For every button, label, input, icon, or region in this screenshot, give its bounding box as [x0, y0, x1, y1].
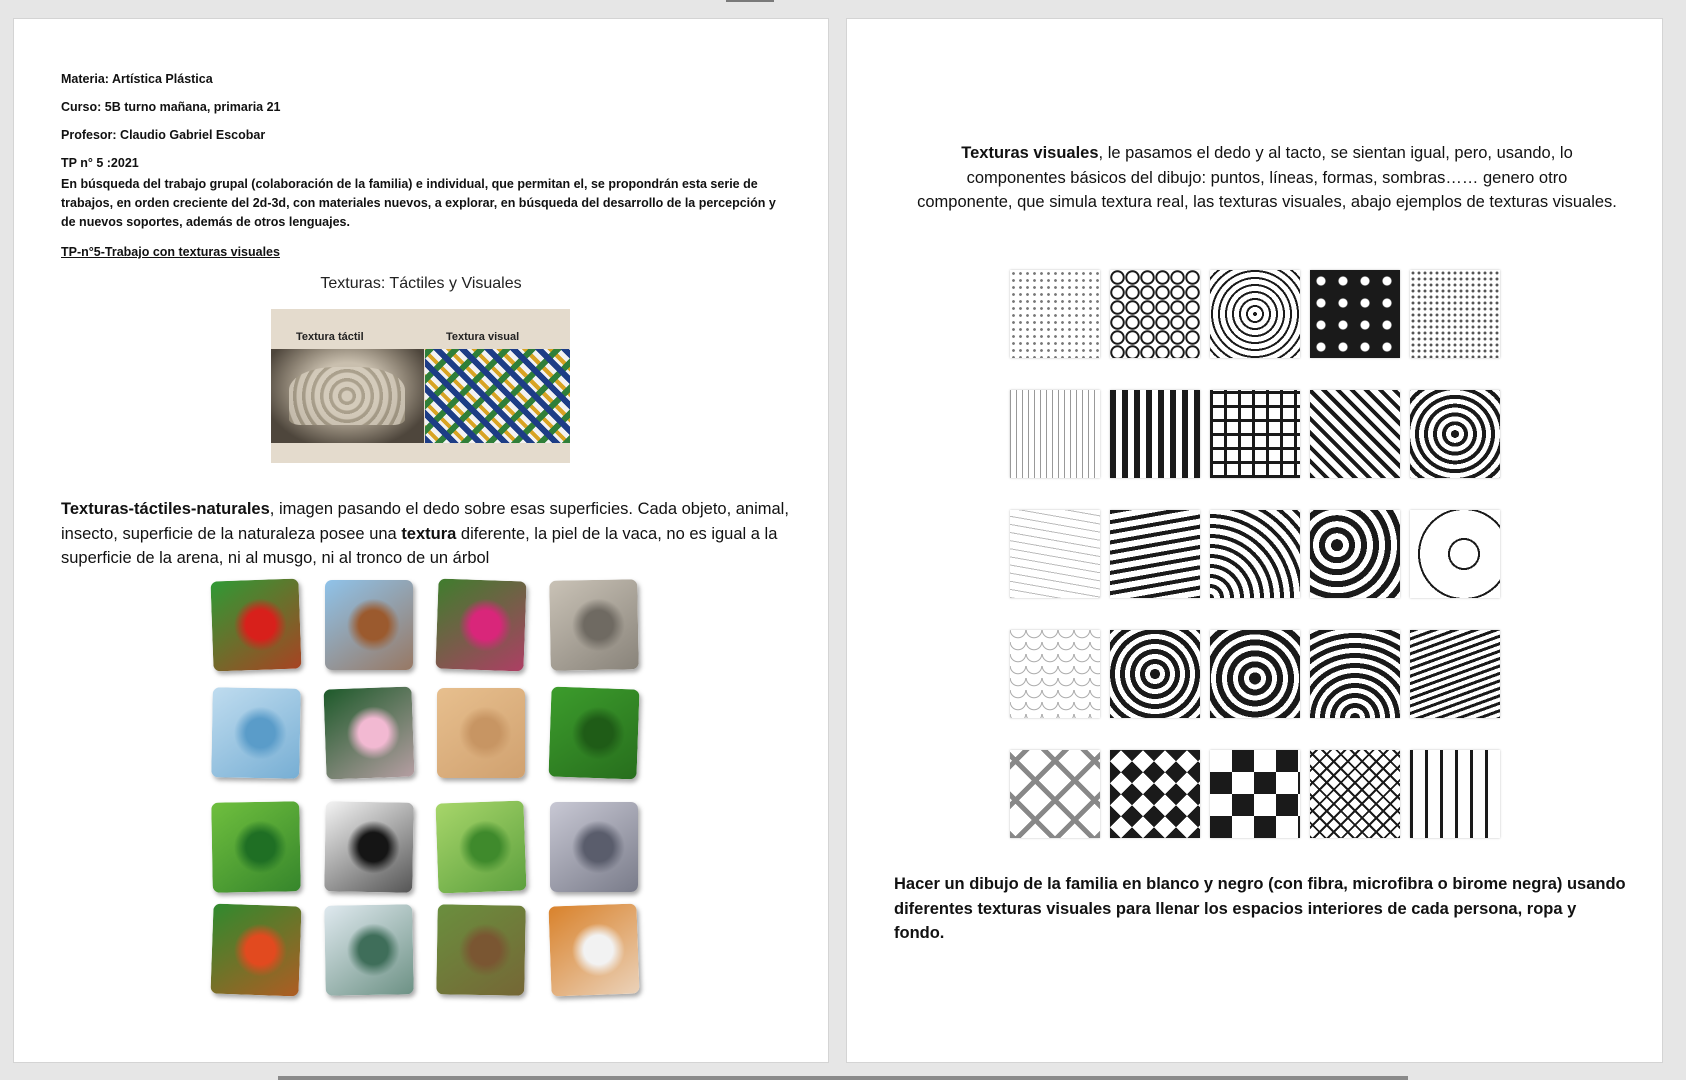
texture-swatch-interlaced-curves: [1310, 510, 1400, 598]
water-lily-photo: [323, 686, 414, 779]
texture-swatch-thin-vertical-lines: [1010, 390, 1100, 478]
grass-dew-photo: [435, 800, 526, 893]
visual-textures-grid: [1010, 270, 1500, 855]
texture-swatch-diamonds: [1110, 750, 1200, 838]
ruler-tick: [726, 0, 774, 2]
assignment-instructions: Hacer un dibujo de la familia en blanco y negro (con fibra, microfibra o birome negra) usando diferentes texturas visuales para llenar los espacios interiores de cada persona, ropa y fondo.: [894, 875, 1626, 942]
parrot-photo: [210, 903, 301, 996]
tree-trunk-photo: [436, 904, 526, 996]
header-subject: Materia: Artística Plástica: [61, 72, 213, 86]
tp-title: TP-n°5-Trabajo con texturas visuales: [61, 245, 280, 259]
texture-swatch-faint-waves: [1010, 510, 1100, 598]
texture-swatch-thick-vertical-lines: [1110, 390, 1200, 478]
texture-swatch-curved-bands: [1210, 510, 1300, 598]
header-teacher: Profesor: Claudio Gabriel Escobar: [61, 128, 266, 142]
intro-paragraph: En búsqueda del trabajo grupal (colaboración de la familia) e individual, que permitan el, se propondrán esta serie de trabajos, en orden creciente del 2d-3d, con materiales nuevos, a explorar, en búsqueda del desarrollo de la percepción y de nuevos soportes, además de otros lenguajes.: [61, 177, 776, 229]
document-page-left: [14, 19, 828, 1062]
texture-swatch-circles-outline: [1110, 270, 1200, 358]
texture-swatch-diagonal-grid: [1310, 750, 1400, 838]
para-text-2: diferente, la piel de la vaca, no es igual a la superficie de la arena, ni al musgo, ni al tronco de un árbol: [61, 524, 778, 567]
section-title: Texturas: Táctiles y Visuales: [320, 275, 522, 292]
header-tp-number: TP n° 5 :2021: [61, 156, 139, 170]
texture-swatch-concentric-circles: [1210, 270, 1300, 358]
texture-swatch-horizontal-waves: [1110, 510, 1200, 598]
nature-photos-grid: [212, 580, 652, 1023]
label-visual-texture: Textura visual: [446, 331, 520, 343]
texture-swatch-letter-a-dots: [1410, 270, 1500, 358]
texture-comparison-image: [271, 309, 570, 463]
zebra-photo: [324, 801, 414, 893]
carved-stone-photo: [271, 349, 424, 443]
flower-photo: [435, 578, 526, 671]
visual-text: , le pasamos el dedo y al tacto, se sientan igual, pero, usando, lo componentes básicos del dibujo: puntos, líneas, formas, sombras…… genero otro componente, que simula textura real, las texturas visuales, abajo ejemplos de texturas visuales.: [917, 144, 1617, 211]
cow-photo: [325, 580, 413, 670]
texture-swatch-diagonal-stripes: [1310, 390, 1400, 478]
texture-swatch-heart: [1210, 630, 1300, 718]
icicles-photo: [550, 802, 638, 892]
para-text-1: , imagen pasando el dedo sobre esas superficies. Cada objeto, animal, insecto, superficie de la naturaleza posee una: [61, 500, 789, 543]
label-tactile-texture: Textura táctil: [296, 331, 364, 343]
texture-swatch-rounded-rectangles: [1410, 750, 1500, 838]
texture-swatch-arches: [1310, 630, 1400, 718]
tactile-textures-paragraph: [61, 497, 791, 571]
texture-swatch-spiral-curls: [1410, 510, 1500, 598]
lizard-photo: [548, 686, 639, 779]
moss-photo: [211, 801, 301, 893]
visual-bold-term: Texturas visuales: [961, 144, 1099, 162]
texture-swatch-black-with-dots: [1310, 270, 1400, 358]
texture-swatch-x-pattern: [1010, 750, 1100, 838]
ladybug-photo: [210, 578, 301, 671]
texture-swatch-grid-lines: [1210, 390, 1300, 478]
para-bold-textura: textura: [401, 524, 457, 543]
horizontal-scrollbar[interactable]: [278, 1076, 1408, 1080]
texture-swatch-wavy-lines: [1410, 630, 1500, 718]
para-bold-term: Texturas-táctiles-naturales: [61, 500, 270, 518]
tiger-photo: [548, 903, 639, 996]
texture-swatch-puzzle: [1210, 750, 1300, 838]
texture-swatch-quatrefoil: [1110, 630, 1200, 718]
mosaic-tile-photo: [425, 349, 570, 443]
visual-textures-paragraph: [917, 141, 1617, 215]
document-page-right: [847, 19, 1662, 1062]
texture-swatch-scalloped-waves: [1010, 630, 1100, 718]
sand-footprints-photo: [437, 688, 525, 778]
texture-swatch-concentric-squares: [1410, 390, 1500, 478]
pebbles-photo: [549, 579, 639, 671]
ice-photo: [211, 687, 301, 779]
waterfall-photo: [324, 904, 414, 996]
texture-swatch-tiny-dots: [1010, 270, 1100, 358]
header-course: Curso: 5B turno mañana, primaria 21: [61, 100, 281, 114]
